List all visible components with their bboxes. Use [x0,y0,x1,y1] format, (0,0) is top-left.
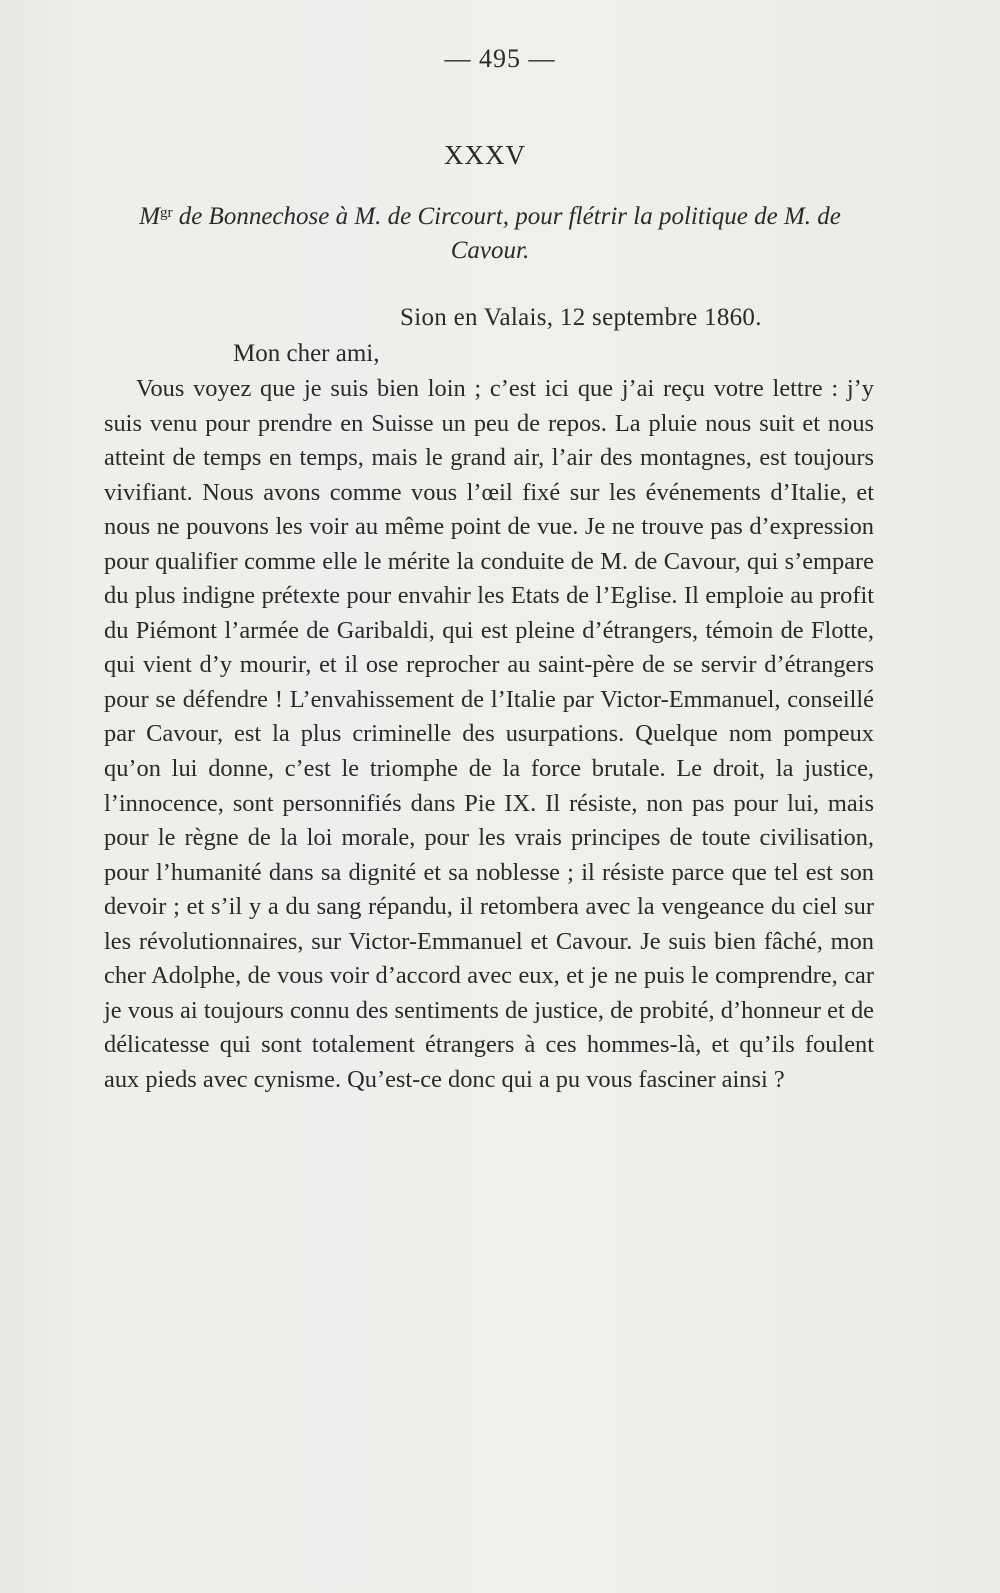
letter-dateline: Sion en Valais, 12 septembre 1860. [400,304,762,331]
letter-heading [110,196,870,268]
page-number: — 495 — [444,44,556,73]
heading-text: de Bonnechose à M. de Circourt, pour flétrir la politique de M. de Cavour. [172,203,841,264]
heading-title-abbrev: M [139,203,160,230]
letter-body: Vous voyez que je suis bien loin ; c’est ici que j’ai reçu votre lettre : j’y suis venu pour prendre en Suisse un peu de repos. La pluie nous suit et nous atteint de temps en temps, mais le grand air, l’air des montagnes, est toujours vivifiant. Nous avons comme vous l’œil fixé sur les événements d’Italie, et nous ne pouvons les voir au même point de vue. Je ne trouve pas d’expression pour qualifier comme elle le mérite la conduite de M. de Cavour, qui s’empare du plus indigne prétexte pour envahir les Etats de l’Eglise. Il emploie au profit du Piémont l’armée de Garibaldi, qui est pleine d’étrangers, témoin de Flotte, qui vient d’y mourir, et il ose reprocher au saint-père de se servir d’étrangers pour se défendre ! L’envahissement de l’Italie par Victor-Emmanuel, conseillé par Cavour, est la plus criminelle des usurpations. Quelque nom pompeux qu’on lui donne, c’est le triomphe de la force brutale. Le droit, la justice, l’innocence, sont personnifiés dans Pie IX. Il résiste, non pas pour lui, mais pour le règne de la loi morale, pour les vrais principes de toute civilisation, pour l’humanité dans sa dignité et sa noblesse ; il résiste parce que tel est son devoir ; et s’il y a du sang répandu, il retombera avec la vengeance du ciel sur les révolutionnaires, sur Victor-Emmanuel et Cavour. Je suis bien fâché, mon cher Adolphe, de vous voir d’accord avec eux, et je ne puis le comprendre, car je vous ai toujours connu des sentiments de justice, de probité, d’honneur et de délicatesse qui sont totalement étrangers à ces hommes-là, et qu’ils foulent aux pieds avec cynisme. Qu’est-ce donc qui a pu vous fasciner ainsi ? [104,375,874,1093]
section-number: XXXV [444,140,526,170]
letter-salutation: Mon cher ami, [233,340,380,367]
heading-title-superscript: gr [159,205,173,221]
